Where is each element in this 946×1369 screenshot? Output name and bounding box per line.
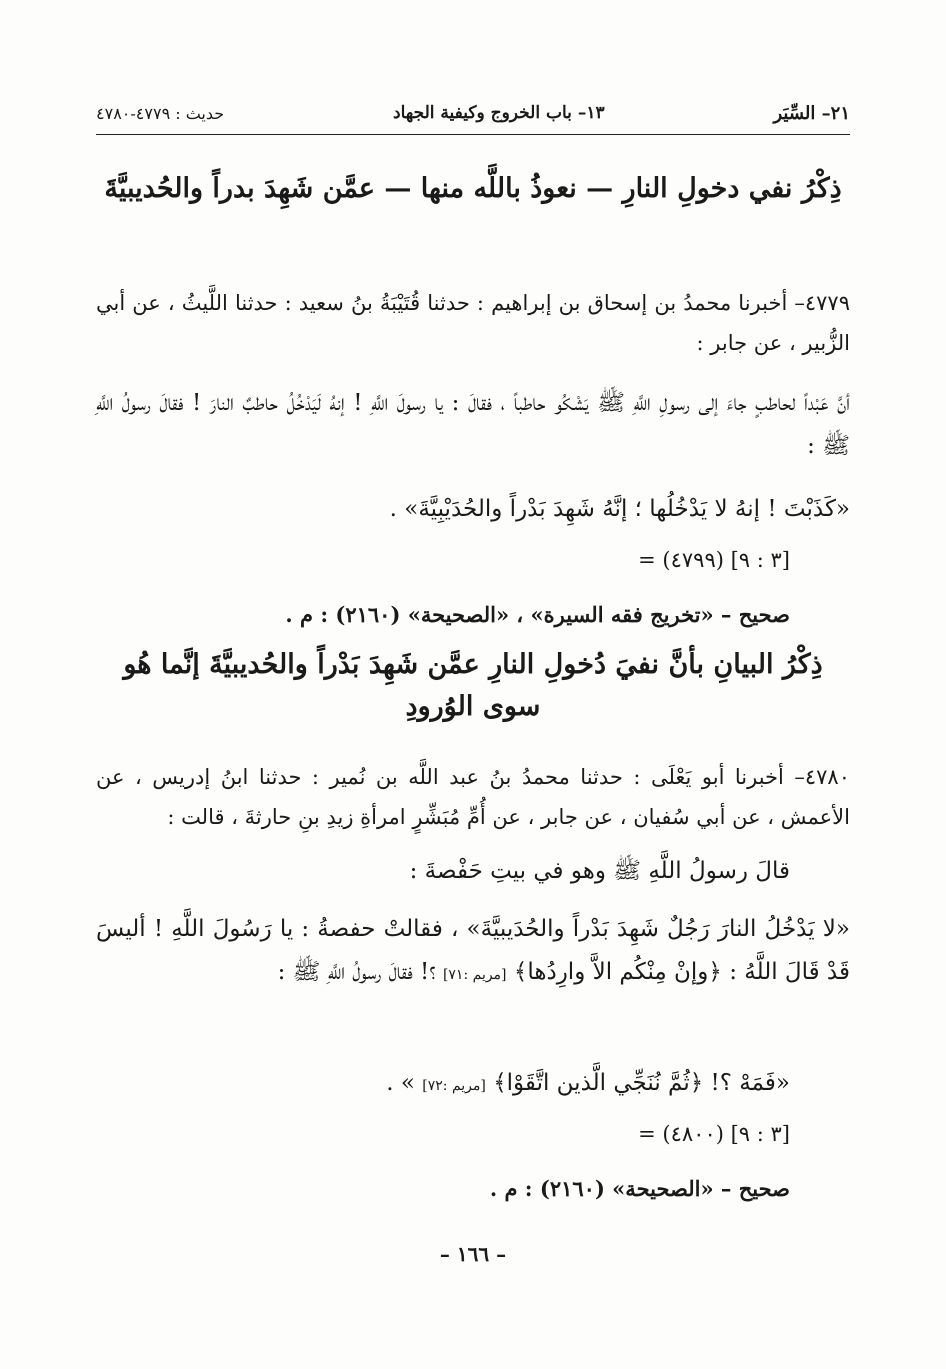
quote-end: » . (386, 1070, 415, 1096)
header-bab: ١٣– باب الخروج وكيفية الجهاد (393, 103, 605, 123)
hadith-4780-intro: قالَ رسولُ اللَّهِ ﷺ وهو في بيتِ حَفْصةَ : (409, 858, 790, 884)
hadith-4779-quote: «كَذَبْتَ ! إنهُ لا يَدْخُلُها ؛ إنَّهُ شَهِدَ بَدْراً والحُدَيْبِيَّةَ» . (389, 496, 850, 522)
page-number: – ١٦٦ – (439, 1242, 507, 1266)
grading-label-2: صحيح – (720, 1176, 790, 1201)
hadith-4780-quote (386, 1070, 790, 1096)
hadith-4779-grading (285, 602, 790, 627)
header-hadith-range: حديث : ٤٧٧٩-٤٧٨٠ (96, 103, 225, 123)
running-header (96, 98, 850, 128)
grading-sources-2: «الصحيحة» (٢١٦٠) : م . (489, 1176, 714, 1201)
quran-citation-2: [مريم :٧٢] (422, 1078, 486, 1094)
section-1-heading: ذِكْرُ نفي دخولِ النارِ — نعوذُ باللَّه منها — عمَّن شَهِدَ بدراً والحُديبيَّةَ (104, 173, 842, 204)
matn-end: ؟! فقالَ رسولُ اللَّهِ ﷺ : (277, 958, 436, 985)
hadith-4780-isnad: ٤٧٨٠– أخبرنا أبو يَعْلَى : حدثنا محمدُ بنُ عبد اللَّه بن نُمير : حدثنا ابنُ إدريس ، عن الأعمش ، عن أبي سُفيان ، عن جابر ، عن أُمِّ مُبَشِّرٍ امرأةِ زيدِ بنِ حارثةَ ، قالت : (96, 765, 850, 829)
hadith-4779-isnad: ٤٧٧٩– أخبرنا محمدُ بن إسحاق بن إبراهيم : حدثنا قُتَيْبَةُ بنُ سعيد : حدثنا اللَّيثُ ، عن أبي الزُّبير ، عن جابر : (96, 291, 850, 355)
header-chapter: ٢١– السِّيَر (773, 102, 850, 124)
hadith-4779-reference: = (٤٧٩٩) [٣ : ٩] (638, 548, 790, 572)
hadith-4780-reference: = (٤٨٠٠) [٣ : ٩] (638, 1122, 790, 1146)
hadith-4780-grading (490, 1176, 790, 1201)
grading-label: صحيح – (720, 602, 790, 627)
grading-sources: «تخريج فقه السيرة» ، «الصحيحة» (٢١٦٠) : م . (285, 602, 714, 627)
quran-citation: [مريم :٧١] (442, 966, 507, 983)
hadith-4779-matn: أنَّ عَبْداً لحاطبٍ جاءَ إلى رسولِ اللَّهِ ﷺ يَشْكُو حاطباً ، فقالَ : يا رسولَ اللَّهِ ! إنهُ لَيَدْخُلُ حاطبٌ النارَ ! فقالَ رسولُ اللَّهِ ﷺ : (96, 390, 850, 459)
header-divider (96, 134, 850, 135)
section-2-heading: ذِكْرُ البيانِ بأنَّ نفيَ دُخولِ النارِ عمَّن شَهِدَ بَدْراً والحُديبيَّةَ إنَّما هُو سوى الوُرودِ (123, 649, 823, 722)
hadith-4780-matn (96, 908, 850, 993)
matn-text: «لا يَدْخُلُ النارَ رَجُلٌ شَهِدَ بَدْراً والحُدَيبيَّةَ» ، فقالتْ حفصةُ : يا رَسُولَ اللَّهِ ! أليسَ قَدْ قَالَ اللَّهُ : ﴿وإنْ مِنْكُم الاَّ وارِدُها﴾ (96, 916, 850, 985)
quote-text: «فَمَهْ ؟! ﴿ثُمَّ نُنَجِّي الَّذين اتَّقَوْا﴾ (493, 1070, 790, 1096)
